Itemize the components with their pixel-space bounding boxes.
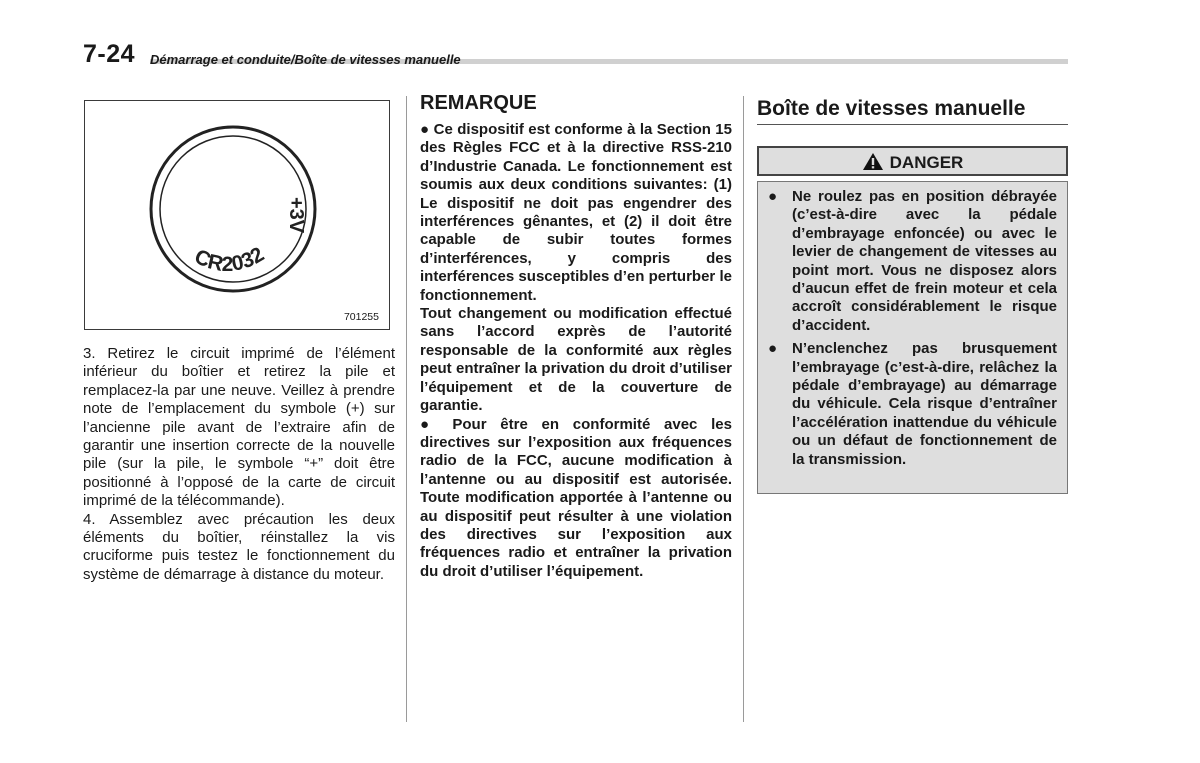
step-4-paragraph: 4. Assemblez avec précaution les deux éléments du boîtier, réinstallez la vis cruciforme puis testez le fonctionnement du système de démarrage à distance du moteur. [83,510,395,583]
warning-triangle-icon [862,152,884,171]
bullet-dot: ● [768,340,778,358]
page-number: 7-24 [83,40,136,68]
left-column-text [83,345,395,584]
danger-header [757,146,1068,176]
remarque-text [420,121,732,581]
remarque-heading: REMARQUE [420,92,537,114]
coin-battery-illustration [85,101,391,331]
battery-voltage-label: +3V [285,197,307,234]
remarque-paragraph-3: ● Pour être en conformité avec les directives sur l’exposition aux fréquences radio de la FCC, aucune modification à l’antenne ou au dispositif est autorisée. Toute modification apportée à l’antenne ou au dispositif peut résulter à une violation des directives sur l’exposition aux fréquences radio et entraîner la privation du droit d’utiliser l’équipement. [420,415,732,580]
danger-item-text: N’enclenchez pas brusquement l’embrayage (c’est-à-dire, relâchez la pédale d’embrayage) au démarrage du véhicule. Cela risque d’entraîner l’accélération inattendue du véhicule ou un défaut de fonctionnement de la transmission. [792,340,1057,468]
danger-label: DANGER [889,153,964,172]
bullet-dot: ● [768,188,778,205]
step-3-paragraph: 3. Retirez le circuit imprimé de l’élément inférieur du boîtier et retirez la pile et remplacez-la par une neuve. Veillez à prendre note de l’emplacement du symbole (+) sur l’ancienne pile avant de l’extraire afin de garantir une insertion correcte de la nouvelle pile (sur la pile, le symbole “+” doit être positionné à l’opposé de la carte de circuit imprimé de la télécommande). [83,345,395,510]
danger-content [757,181,1068,494]
section-path: Démarrage et conduite/Boîte de vitesses manuelle [150,52,461,67]
battery-figure [84,100,390,330]
section-title: Boîte de vitesses manuelle [757,97,1026,120]
remarque-paragraph-2: Tout changement ou modification effectué sans l’accord exprès de l’autorité responsable de la conformité aux règles peut entraîner la privation du droit d’utiliser l’équipement et de la couverture de garantie. [420,305,732,415]
section-title-rule [757,124,1068,125]
figure-id: 701255 [343,311,379,323]
remarque-paragraph-1: ● Ce dispositif est conforme à la Section 15 des Règles FCC et à la directive RSS-210 d’Industrie Canada. Le fonctionnement est soumis aux deux conditions suivantes: (1) Le dispositif ne doit pas engendrer des interférences gênantes, et (2) il doit être capable de subir toutes formes d’interférences, y compris des interférences susceptibles d’en perturber le fonctionnement. [420,121,732,304]
battery-model-label: CR2032 [190,242,269,276]
danger-item-text: Ne roulez pas en position débrayée (c’est-à-dire avec la pédale d’embrayage enfoncée) ou avec le levier de changement de vitesses au point mort. Vous ne disposez alors d’aucun effet de frein moteur et cela accroît considérablement le risque d’accident. [792,188,1057,334]
column-divider-left [406,96,407,722]
column-divider-right [743,96,744,722]
danger-item [768,340,1057,469]
danger-item [768,188,1057,335]
